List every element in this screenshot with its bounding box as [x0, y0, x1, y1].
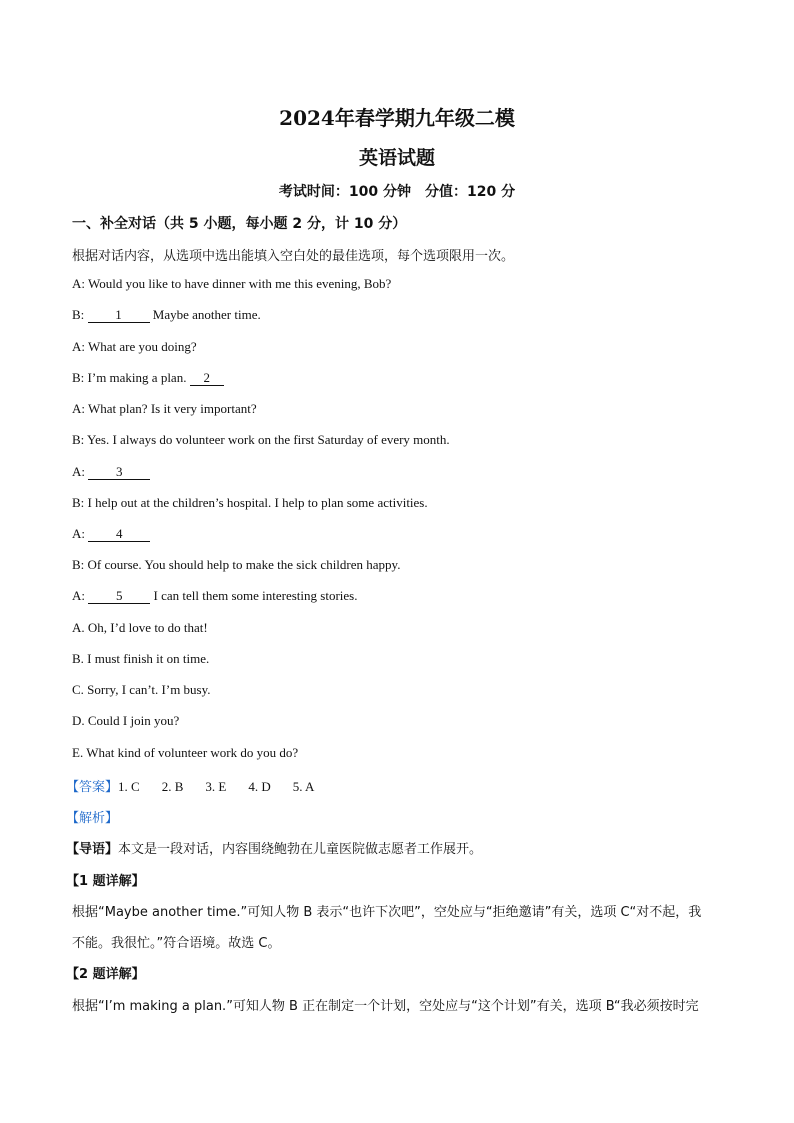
speaker-label: A: [72, 464, 85, 479]
option-a: A. Oh, I’d love to do that! [72, 620, 208, 635]
speaker-label: A: [72, 526, 85, 541]
answer-item: 4. D [248, 779, 271, 794]
answer-item: 3. E [205, 779, 227, 794]
dialogue-line-11 [72, 588, 357, 604]
answer-item: 1. C [118, 779, 140, 794]
q1-detail-label: 【1 题详解】 [66, 874, 145, 889]
blank-3: 3 [88, 465, 150, 480]
answer-label: 【答案】 [66, 780, 119, 795]
guide-text: 本文是一段对话，内容围绕鲍勃在儿童医院做志愿者工作展开。 [118, 842, 483, 857]
dialogue-line-1: A: Would you like to have dinner with me this evening, Bob? [72, 276, 392, 291]
option-e: E. What kind of volunteer work do you do? [72, 745, 299, 760]
blank-1: 1 [88, 308, 150, 323]
dialogue-line-7 [72, 464, 150, 480]
option-d: D. Could I join you? [72, 713, 180, 728]
dialogue-line-5: A: What plan? Is it very important? [72, 401, 257, 416]
section-heading: 一、补全对话（共 5 小题，每小题 2 分，计 10 分） [72, 216, 407, 232]
dialogue-line-9 [72, 526, 150, 542]
dialogue-line-10: B: Of course. You should help to make the sick children happy. [72, 557, 401, 572]
dialogue-line-3: A: What are you doing? [72, 339, 197, 354]
answer-item: 2. B [161, 779, 184, 794]
q1-detail-line-1: 根据“Maybe another time.”可知人物 B 表示“也许下次吧”，空处应与“拒绝邀请”有关，选项 C“对不起，我 [72, 905, 702, 920]
answer-line [66, 776, 336, 795]
guide-label: 【导语】 [66, 842, 119, 857]
dialogue-line-2 [72, 307, 261, 323]
dialogue-line-6: B: Yes. I always do volunteer work on the first Saturday of every month. [72, 432, 450, 447]
subject-title: 英语试题 [358, 147, 435, 169]
dialogue-line-4 [72, 370, 224, 386]
guide-line [66, 838, 482, 857]
q1-detail-line-2: 不能。我很忙。”符合语境。故选 C。 [72, 936, 281, 951]
q2-detail-line-1: 根据“I’m making a plan.”可知人物 B 正在制定一个计划，空处应与“这个计划”有关，选项 B“我必须按时完 [72, 999, 699, 1014]
speaker-label: B: [72, 307, 85, 322]
option-c: C. Sorry, I can’t. I’m busy. [72, 682, 211, 697]
analysis-label: 【解析】 [66, 811, 119, 826]
dialogue-text: Maybe another time. [152, 307, 261, 322]
dialogue-text: B: I’m making a plan. [72, 370, 187, 385]
blank-2: 2 [190, 371, 224, 386]
speaker-label: A: [72, 588, 85, 603]
exam-title: 2024年春学期九年级二模 [279, 106, 515, 130]
blank-4: 4 [88, 527, 150, 542]
option-b: B. I must finish it on time. [72, 651, 210, 666]
q2-detail-label: 【2 题详解】 [66, 967, 145, 982]
section-instruction: 根据对话内容，从选项中选出能填入空白处的最佳选项，每个选项限用一次。 [72, 249, 515, 264]
answer-item: 5. A [292, 779, 315, 794]
blank-5: 5 [88, 589, 150, 604]
dialogue-text: I can tell them some interesting stories. [153, 588, 358, 603]
dialogue-line-8: B: I help out at the children’s hospital. I help to plan some activities. [72, 495, 428, 510]
exam-info: 考试时间：100 分钟 分值：120 分 [278, 184, 516, 200]
